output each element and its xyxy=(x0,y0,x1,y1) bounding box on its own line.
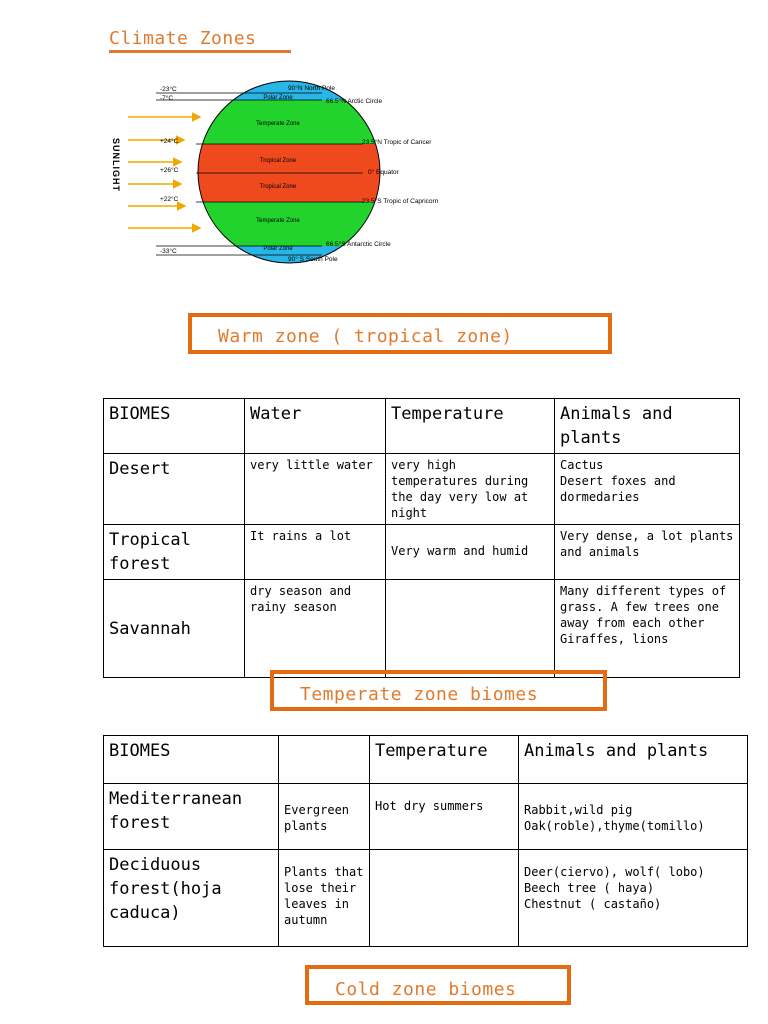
table-row xyxy=(104,525,740,580)
title-underline xyxy=(109,50,291,53)
biome-cell: Desert xyxy=(104,454,245,525)
table-row xyxy=(104,850,748,947)
sunlight-label: SUNLIGHT xyxy=(111,138,121,192)
temp-label: +26°C xyxy=(160,167,179,174)
animals-plants-cell: Cactus Desert foxes and dormedaries xyxy=(555,454,740,525)
header-cell: Animals and plants xyxy=(519,736,748,784)
temperature-cell xyxy=(386,580,555,678)
header-cell xyxy=(279,736,370,784)
zone-label: Tropical Zone xyxy=(259,158,297,164)
plants-cell: Evergreen plants xyxy=(279,784,370,850)
header-cell: Animals and plants xyxy=(555,399,740,454)
table-row xyxy=(104,454,740,525)
temp-label: -33°C xyxy=(160,248,177,255)
circle-label: 90° S South Pole xyxy=(288,256,338,263)
biome-cell: Deciduous forest(hoja caduca) xyxy=(104,850,279,947)
table-row xyxy=(104,580,740,678)
table-header-row xyxy=(104,399,740,454)
page-title: Climate Zones xyxy=(109,28,257,49)
section-cold-zone xyxy=(305,965,571,1005)
temperature-cell: Very warm and humid xyxy=(386,525,555,580)
circle-label: 23.5°N Tropic of Cancer xyxy=(362,139,432,146)
temperature-cell: very high temperatures during the day very low at night xyxy=(386,454,555,525)
plants-cell: Plants that lose their leaves in autumn xyxy=(279,850,370,947)
biome-cell: Mediterranean forest xyxy=(104,784,279,850)
section-warm-zone xyxy=(188,313,612,354)
animals-plants-cell: Deer(ciervo), wolf( lobo) Beech tree ( haya) Chestnut ( castaño) xyxy=(519,850,748,947)
warm-zone-table xyxy=(103,398,740,678)
temperate-zone-table xyxy=(103,735,748,947)
temperate-zone-south xyxy=(188,202,398,246)
section-temperate-zone xyxy=(270,670,607,711)
section-temperate-zone-label: Temperate zone biomes xyxy=(300,684,539,705)
temp-label: +22°C xyxy=(160,196,179,203)
zone-label: Polar Zone xyxy=(263,95,293,101)
temp-label: -7°C xyxy=(160,95,174,102)
water-cell: It rains a lot xyxy=(245,525,386,580)
circle-label: 66.5°N Arctic Circle xyxy=(326,98,383,105)
header-cell: Water xyxy=(245,399,386,454)
animals-plants-cell: Rabbit,wild pig Oak(roble),thyme(tomillo) xyxy=(519,784,748,850)
zone-label: Temperate Zone xyxy=(256,121,300,127)
temperature-cell xyxy=(370,850,519,947)
table-header-row xyxy=(104,736,748,784)
circle-label: 90°N North Pole xyxy=(288,85,336,92)
zone-label: Tropical Zone xyxy=(259,184,297,190)
circle-label: 23.5°S Tropic of Capricorn xyxy=(362,198,439,205)
header-cell: Temperature xyxy=(370,736,519,784)
animals-plants-cell: Very dense, a lot plants and animals xyxy=(555,525,740,580)
circle-label: 0° Equator xyxy=(368,169,399,176)
circle-label: 66.5°S Antarctic Circle xyxy=(326,241,391,248)
section-cold-zone-label: Cold zone biomes xyxy=(335,979,517,1000)
zone-label: Temperate Zone xyxy=(256,218,300,224)
biome-cell: Tropical forest xyxy=(104,525,245,580)
section-warm-zone-label: Warm zone ( tropical zone) xyxy=(218,326,513,347)
temp-label: +24°C xyxy=(160,138,179,145)
header-cell: BIOMES xyxy=(104,736,279,784)
table-row xyxy=(104,784,748,850)
header-cell: BIOMES xyxy=(104,399,245,454)
biome-cell: Savannah xyxy=(104,580,245,678)
zone-label: Polar Zone xyxy=(263,246,293,252)
animals-plants-cell: Many different types of grass. A few trees one away from each other Giraffes, lions xyxy=(555,580,740,678)
climate-zones-diagram xyxy=(108,80,468,270)
temp-label: -23°C xyxy=(160,86,177,93)
temperature-cell: Hot dry summers xyxy=(370,784,519,850)
header-cell: Temperature xyxy=(386,399,555,454)
water-cell: very little water xyxy=(245,454,386,525)
water-cell: dry season and rainy season xyxy=(245,580,386,678)
